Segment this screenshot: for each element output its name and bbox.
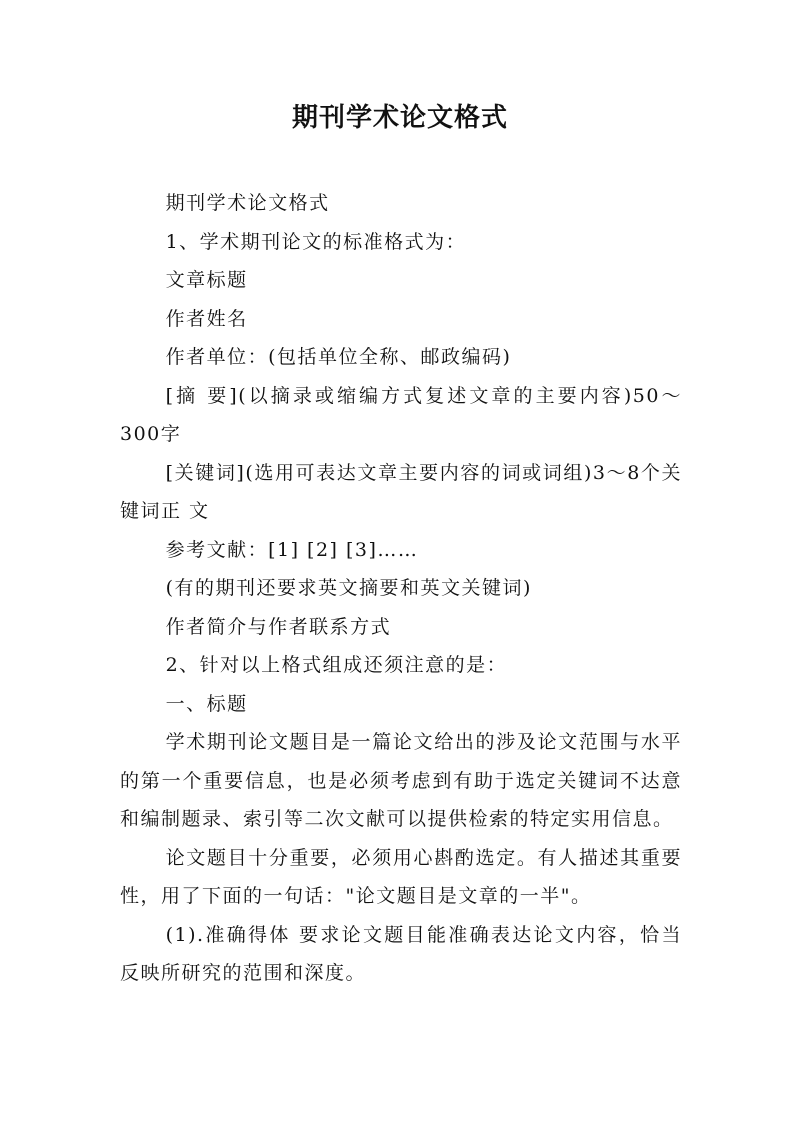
document-title: 期刊学术论文格式 [291, 103, 508, 133]
paragraph: [摘 要](以摘录或缩编方式复述文章的主要内容)50～300字 [120, 384, 682, 445]
paragraph: 作者单位：(包括单位全称、邮政编码) [165, 346, 512, 368]
paragraph: 1、学术期刊论文的标准格式为： [165, 230, 467, 253]
paragraph: [关键词](选用可表达文章主要内容的词或词组)3～8个关键词正 文 [120, 461, 682, 522]
paragraph: 一、标题 [165, 692, 248, 715]
document-body [120, 184, 682, 993]
paragraph: 论文题目十分重要，必须用心斟酌选定。有人描述其重要性，用了下面的一句话："论文题目是文章的一半"。 [120, 846, 682, 907]
paragraph: 期刊学术论文格式 [165, 192, 330, 214]
paragraph: 学术期刊论文题目是一篇论文给出的涉及论文范围与水平的第一个重要信息，也是必须考虑到有助于选定关键词不达意和编制题录、索引等二次文献可以提供检索的特定实用信息。 [120, 731, 682, 830]
paragraph: 文章标题 [165, 269, 248, 291]
paragraph: 参考文献：[1] [2] [3]…… [165, 538, 419, 561]
paragraph: 作者简介与作者联系方式 [165, 615, 392, 638]
paragraph: (有的期刊还要求英文摘要和英文关键词) [165, 577, 532, 599]
paragraph: 作者姓名 [165, 307, 248, 330]
paragraph: (1).准确得体 要求论文题目能准确表达论文内容，恰当反映所研究的范围和深度。 [120, 923, 682, 984]
paragraph: 2、针对以上格式组成还须注意的是： [165, 654, 508, 676]
